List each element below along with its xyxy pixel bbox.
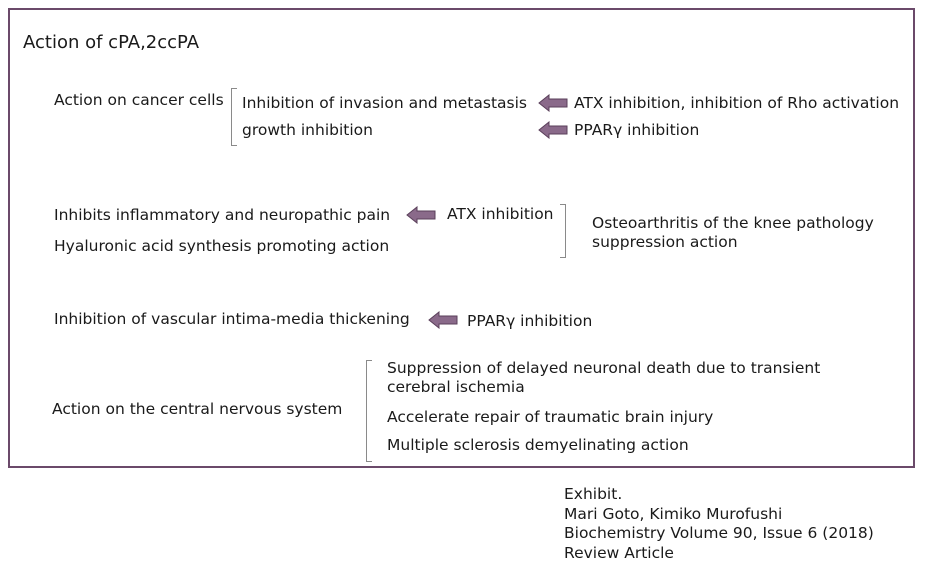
knee-effect-pain: Inhibits inflammatory and neuropathic pain xyxy=(54,206,391,224)
cancer-effect-growth: growth inhibition xyxy=(242,121,373,139)
cancer-effect-invasion: Inhibition of invasion and metastasis xyxy=(242,94,527,112)
cns-label: Action on the central nervous system xyxy=(52,400,343,418)
diagram-title: Action of cPA,2ccPA xyxy=(23,32,200,53)
cns-brace xyxy=(366,360,372,462)
knee-outcome-line1: Osteoarthritis of the knee pathology xyxy=(592,214,874,232)
vascular-mechanism-pparg: PPARγ inhibition xyxy=(467,312,593,330)
knee-outcome-line2: suppression action xyxy=(592,233,738,251)
cancer-mechanism-atx-rho: ATX inhibition, inhibition of Rho activation xyxy=(574,94,900,112)
left-arrow-icon xyxy=(428,311,458,329)
left-arrow-icon xyxy=(406,206,436,224)
knee-mechanism-atx: ATX inhibition xyxy=(447,205,554,223)
citation-line-exhibit: Exhibit. xyxy=(564,485,623,503)
citation-line-authors: Mari Goto, Kimiko Murofushi xyxy=(564,504,783,523)
cns-effect-neuronal-line1: Suppression of delayed neuronal death due to transient xyxy=(387,359,821,377)
cns-effect-brain-injury: Accelerate repair of traumatic brain injury xyxy=(387,408,714,426)
citation-line-type: Review Article xyxy=(564,543,674,562)
cns-effect-demyelinating: Multiple sclerosis demyelinating action xyxy=(387,436,689,454)
cancer-brace xyxy=(231,88,237,146)
vascular-effect: Inhibition of vascular intima-media thickening xyxy=(54,310,410,328)
citation-line-journal: Biochemistry Volume 90, Issue 6 (2018) xyxy=(564,524,874,542)
citation-block xyxy=(564,485,874,563)
knee-effect-hyaluronic: Hyaluronic acid synthesis promoting action xyxy=(54,237,390,255)
cns-effect-neuronal-line2: cerebral ischemia xyxy=(387,378,525,396)
left-arrow-icon xyxy=(538,121,568,139)
cancer-label: Action on cancer cells xyxy=(54,91,224,109)
knee-brace xyxy=(560,204,566,258)
left-arrow-icon xyxy=(538,94,568,112)
cancer-mechanism-pparg: PPARγ inhibition xyxy=(574,121,700,139)
